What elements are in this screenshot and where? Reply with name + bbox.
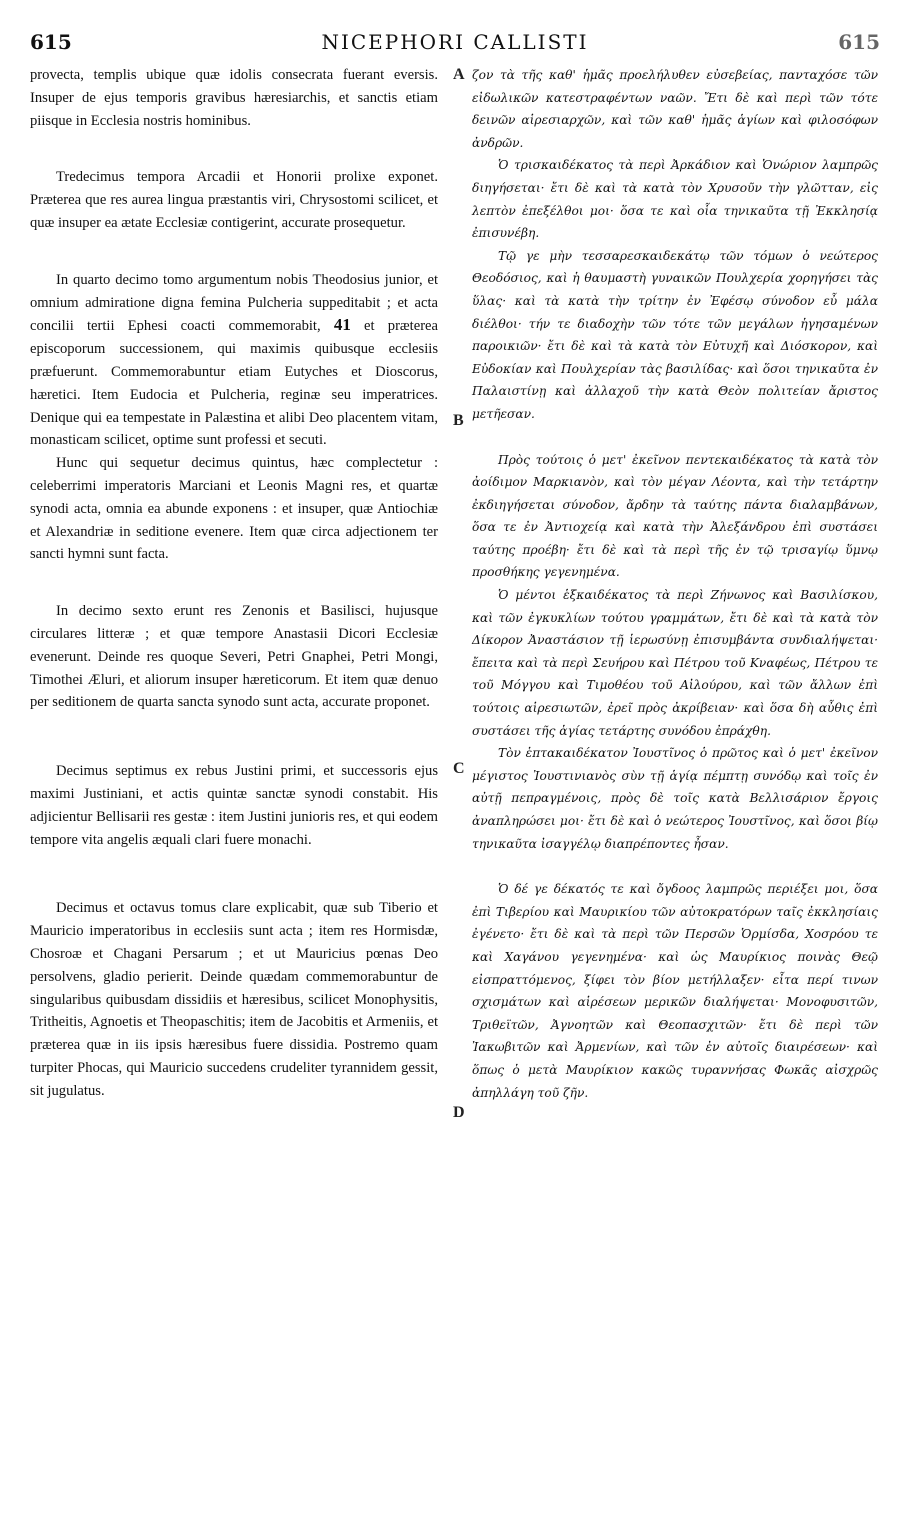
greek-paragraph: Ὁ δέ γε δέκατός τε καὶ ὄγδοος λαμπρῶς περιέξει μοι, ὅσα ἐπὶ Τιβερίου καὶ Μαυρικίου τῶν αὐτοκρατόρων ταῖς ἐκκλησίαις ἐγένετο· ἔτι δὲ καὶ τὰ περὶ τῶν Περσῶν Ὁρμίσδα, Χοσρόου τε καὶ Χαγάνου γεγενημένα· καὶ ὡς Μαυρίκιος ποινὰς Θεῷ εἰσπραττόμενος, ξίφει τὸν βίον μετήλλαξεν· εἶτα περί τινων σχισμάτων καὶ αἱρέσεων μερικῶν διαλήψεται· Μονοφυσιτῶν, Τριθεϊτῶν, Ἀγνοητῶν καὶ Θεοπασχιτῶν· ἔτι δὲ περὶ τῶν Ἰακωβιτῶν καὶ Ἀρμενίων, καὶ τῶν ἐν αὐτοῖς διαιρέσεων· καὶ ὅπως ὁ μετὰ Μαυρίκιον κακῶς τυραννήσας Φωκᾶς αἰσχρῶς ἀπηλλάγη τοῦ ζῆν.: [472, 882, 878, 1100]
latin-paragraph-14-a: In quarto decimo tomo argumentum nobis Theodosius junior, et omnium admiratione digna femina Pulcheria suppeditabit ; et acta concilii tertii Ephesi coacti commemorabit,: [30, 271, 438, 335]
page-number-right: 615: [838, 30, 880, 54]
greek-paragraph: Πρὸς τούτοις ὁ μετ' ἐκεῖνον πεντεκαιδέκατος τὰ κατὰ τὸν ἀοίδιμον Μαρκιανὸν, καὶ τὸν μέγαν Λέοντα, καὶ τὴν τετάρτην ἐκδιηγήσεται σύνοδον, ἄρδην τὰ ταύτης πάντα διαλαμβάνων, ὅσα τε ἐν Ἀντιοχείᾳ καὶ κατὰ τὴν Ἀλεξάνδρου ἐπὶ συστάσει ταύτης προέβη· ἔτι δὲ καὶ τὰ περὶ τῆς ἐν τῷ τρισαγίῳ ὕμνῳ προσθήκης γεγενημένα.: [472, 452, 878, 580]
greek-paragraph: Τῷ γε μὴν τεσσαρεσκαιδεκάτῳ τῶν τόμων ὁ νεώτερος Θεοδόσιος, καὶ ἡ θαυμαστὴ γυναικῶν Πουλχερία χορηγήσει τὰς ὕλας· καὶ τὰ κατὰ τὴν τρίτην ἐν Ἐφέσῳ σύνοδον εὖ μάλα διέλθοι· τήν τε διαδοχὴν τῶν τότε τῶν μεγάλων ἡγησαμένων παροικιῶν· ἔτι δὲ καὶ τὰ κατὰ τὸν Εὐτυχῆ καὶ Διόσκορον, καὶ Εὐδοκίαν καὶ Πουλχερίαν τὰς βασιλίδας· καὶ ὅσοι τηνικαῦτα ἐν Παλαιστίνῃ καὶ ἀλλαχοῦ τὴν κατὰ Θεὸν πολιτείαν ἄριστος μετῆεσαν.: [472, 248, 878, 421]
page-header: [30, 30, 880, 58]
page-number-left: 615: [30, 30, 72, 54]
greek-paragraph: Τὸν ἑπτακαιδέκατον Ἰουστῖνος ὁ πρῶτος καὶ ὁ μετ' ἐκεῖνον μέγιστος Ἰουστινιανὸς σὺν τῇ ἁγίᾳ πέμπτῃ συνόδῳ καὶ τοῖς ἐν αὐτῇ πεπραγμένοις, πρὸς δὲ τοῖς κατὰ Βελλισάριον ἔργοις ἀναπληρώσει μοι· ἔτι δὲ καὶ ὁ νεώτερος Ἰουστῖνος, καὶ ὅσοι βίῳ τηνικαῦτα ἰσαγγέλῳ διαπρέποντες ἦσαν.: [472, 746, 878, 851]
greek-paragraph: Ὁ τρισκαιδέκατος τὰ περὶ Ἀρκάδιον καὶ Ὁνώριον λαμπρῶς διηγήσεται· ἔτι δὲ καὶ τὰ κατὰ τὸν Χρυσοῦν τὴν γλῶτταν, εἰς λεπτὸν ἐπεξέλθοι μοι· ὅσα τε καὶ οἷα τηνικαῦτα τῇ Ἐκκλησίᾳ ἐπισυνέβη.: [472, 158, 878, 241]
latin-paragraph: Hunc qui sequetur decimus quintus, hæc complectetur : celeberrimi imperatoris Marciani et Leonis Magni res, et quartæ synodi acta, omnia ea abunde exponens : et insuper, quæ Antiochiæ et Alexandriæ in seditione evenere. Item quæ circa adjectionem ter sancti hymni sunt facta.: [30, 455, 438, 563]
running-title: NICEPHORI CALLISTI: [321, 30, 589, 54]
margin-marker-c: C: [453, 760, 465, 777]
greek-paragraph: Ὁ μέντοι ἑξκαιδέκατος τὰ περὶ Ζήνωνος καὶ Βασιλίσκου, καὶ τῶν ἐγκυκλίων τούτου γραμμάτων, ἔτι δὲ καὶ τὰ κατὰ τὸν Δίκορον Ἀναστάσιον τῇ ἱερωσύνῃ ἐπισυμβάντα συνδιαλήψεται· ἔπειτα καὶ τὰ περὶ Σευήρου καὶ Πέτρου τοῦ Κναφέως, Πέτρου τε τοῦ Μόγγου καὶ Τιμοθέου τοῦ Αἰλούρου, καὶ τῶν ἄλλων ἐπὶ τούτοις αἱρεσιωτῶν, ἐρεῖ πρὸς ἀκρίβειαν· καὶ ὅσα δὴ αὖθις ἐπὶ συστάσει τῆς ἁγίας τετάρτης συνόδου ἐπράχθη.: [472, 588, 878, 738]
margin-marker-a: A: [453, 66, 465, 83]
greek-column: [472, 64, 878, 1104]
margin-marker-d: D: [453, 1104, 465, 1121]
latin-paragraph: Tredecimus tempora Arcadii et Honorii prolixe exponet. Præterea que res aurea lingua præstantis viri, Chrysostomi scilicet, et quæ insuper ea ætate Ecclesiæ contigerint, accurate prosequetur.: [30, 169, 438, 231]
latin-paragraph: In decimo sexto erunt res Zenonis et Basilisci, hujusque circulares litteræ ; et quæ tempore Anastasii Dicori Ecclesiæ evenerunt. Deinde res quoque Severi, Petri Gnaphei, Petri Mongi, Timothei Æluri, et aliorum insuper hæreticorum. Et item quæ denuo per seditionem de quarta sancta synodo sunt acta, accurate proponet.: [30, 603, 438, 711]
latin-paragraph-14: [30, 269, 438, 452]
margin-marker-b: B: [453, 412, 464, 429]
latin-paragraph-14-b: et præterea episcoporum successionem, qui maximis quibusque ecclesiis præfuerunt. Commemorabuntur etiam Eutyches et Dioscorus, hæretici. Item Eudocia et Pulcheria, reginæ seu imperatrices. Denique qui ea tempestate in Palæstina et alibi Deo placentem vitam, monasticam scilicet, optime sunt professi et secuti.: [30, 318, 439, 449]
latin-column: [30, 64, 438, 1102]
latin-paragraph: Decimus et octavus tomus clare explicabit, quæ sub Tiberio et Mauricio imperatoribus in ecclesiis sunt acta ; item res Hormisdæ, Chosroæ et Chagani Persarum ; et ut Mauricius pœnas Deo persolvens, gladio perierit. Deinde quædam commemorabuntur de singularibus quibusdam dissidiis et hæresibus, scilicet Monophysitis, Tritheitis, Agnoetis et Theopaschitis; item de Jacobitis et Armeniis, et præterea quæ in iis ipsis hæresibus fuere dissidia. Postremo quam turpiter Phocas, qui Mauricio succedens crudeliter tyrannidem gessit, sit jugulatus.: [30, 900, 438, 1099]
inline-column-number: 41: [333, 315, 351, 335]
greek-paragraph: ζον τὰ τῆς καθ' ἡμᾶς προελήλυθεν εὐσεβείας, πανταχόσε τῶν εἰδωλικῶν κατεστραφέντων ναῶν. Ἔτι δὲ καὶ περὶ τῶν τότε δεινῶν αἱρεσιαρχῶν, καὶ τῶν καθ' ἡμᾶς ἁγίων καὶ φιλοσόφων ἀνδρῶν.: [472, 68, 878, 150]
latin-paragraph: Decimus septimus ex rebus Justini primi, et successoris ejus maximi Justiniani, et actis quintæ sanctæ synodi constabit. His adjicientur Bellisarii res gestæ : item Justini junioris res, et qui eodem tempore vita angelis æquali clari fuere monachi.: [30, 763, 438, 848]
latin-paragraph: provecta, templis ubique quæ idolis consecrata fuerant eversis. Insuper de ejus temporis gravibus hæresiarchis, et sanctis etiam piisque in Ecclesia nostris hominibus.: [30, 67, 438, 129]
